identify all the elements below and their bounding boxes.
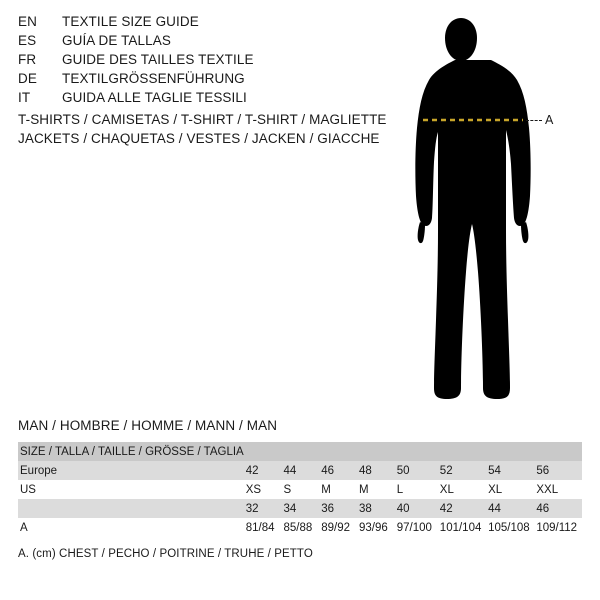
cell: 38 bbox=[359, 502, 372, 515]
cell bbox=[357, 442, 395, 461]
cell bbox=[244, 442, 282, 461]
cell bbox=[319, 442, 357, 461]
cell: 81/84 bbox=[245, 521, 275, 534]
cell: 46 bbox=[536, 502, 550, 515]
cell: 52 bbox=[439, 464, 453, 477]
cell: 48 bbox=[359, 464, 372, 477]
legend-code: IT bbox=[18, 90, 31, 105]
chest-marker-label: A bbox=[545, 113, 554, 127]
size-table bbox=[18, 442, 582, 537]
row-label: A bbox=[20, 521, 28, 534]
legend-row bbox=[18, 33, 398, 52]
table-row bbox=[18, 442, 582, 461]
cell bbox=[395, 442, 438, 461]
cell: XL bbox=[439, 483, 454, 496]
cell: 36 bbox=[321, 502, 335, 515]
cell: 56 bbox=[536, 464, 550, 477]
cell: 109/112 bbox=[536, 521, 578, 534]
cell bbox=[534, 442, 582, 461]
legend-text: GUÍA DE TALLAS bbox=[62, 33, 171, 48]
category-tshirts: T-SHIRTS / CAMISETAS / T-SHIRT / T-SHIRT / MAGLIETTE bbox=[18, 112, 387, 127]
silhouette-icon bbox=[395, 10, 600, 410]
cell: 46 bbox=[321, 464, 335, 477]
legend-text: TEXTILE SIZE GUIDE bbox=[62, 14, 199, 29]
cell: 42 bbox=[439, 502, 453, 515]
cell: 85/88 bbox=[283, 521, 313, 534]
cell: XL bbox=[488, 483, 503, 496]
table-row bbox=[18, 480, 582, 499]
legend-row bbox=[18, 52, 398, 71]
cell: 105/108 bbox=[488, 521, 530, 534]
cell bbox=[486, 442, 534, 461]
legend-row bbox=[18, 71, 398, 90]
cell: 32 bbox=[245, 502, 259, 515]
chest-marker-dashes bbox=[526, 120, 542, 121]
cell bbox=[281, 442, 319, 461]
row-label: SIZE / TALLA / TAILLE / GRÖSSE / TAGLIA bbox=[20, 445, 244, 458]
legend-code: ES bbox=[18, 33, 37, 48]
row-label: Europe bbox=[20, 464, 58, 477]
cell: 101/104 bbox=[439, 521, 482, 534]
cell: L bbox=[396, 483, 404, 496]
cell: 42 bbox=[245, 464, 259, 477]
table-row bbox=[18, 518, 582, 537]
legend-text: GUIDE DES TAILLES TEXTILE bbox=[62, 52, 254, 67]
cell: S bbox=[283, 483, 292, 496]
legend-code: EN bbox=[18, 14, 37, 29]
cell: XXL bbox=[536, 483, 559, 496]
cell: 34 bbox=[283, 502, 297, 515]
cell: 40 bbox=[396, 502, 410, 515]
table-row bbox=[18, 499, 582, 518]
legend-text: TEXTILGRÖSSENFÜHRUNG bbox=[62, 71, 245, 86]
cell: 93/96 bbox=[359, 521, 388, 534]
category-jackets: JACKETS / CHAQUETAS / VESTES / JACKEN / GIACCHE bbox=[18, 131, 380, 146]
legend-code: FR bbox=[18, 52, 37, 67]
language-legend bbox=[18, 14, 398, 109]
cell: 44 bbox=[488, 502, 501, 515]
row-label: US bbox=[20, 483, 36, 496]
table-footnote: A. (cm) CHEST / PECHO / POITRINE / TRUHE / PETTO bbox=[18, 548, 313, 560]
cell: M bbox=[321, 483, 331, 496]
row-label bbox=[18, 499, 244, 518]
cell: 54 bbox=[488, 464, 501, 477]
cell: 44 bbox=[283, 464, 297, 477]
cell: 97/100 bbox=[396, 521, 432, 534]
legend-text: GUIDA ALLE TAGLIE TESSILI bbox=[62, 90, 247, 105]
garment-categories bbox=[18, 110, 418, 148]
male-silhouette-figure bbox=[395, 10, 600, 410]
legend-code: DE bbox=[18, 71, 37, 86]
legend-row bbox=[18, 14, 398, 33]
cell: 89/92 bbox=[321, 521, 351, 534]
cell: 50 bbox=[396, 464, 410, 477]
table-row bbox=[18, 461, 582, 480]
cell: M bbox=[359, 483, 369, 496]
cell bbox=[438, 442, 486, 461]
table-section-title: MAN / HOMBRE / HOMME / MANN / MAN bbox=[18, 418, 278, 433]
legend-row bbox=[18, 90, 398, 109]
cell: XS bbox=[245, 483, 262, 496]
